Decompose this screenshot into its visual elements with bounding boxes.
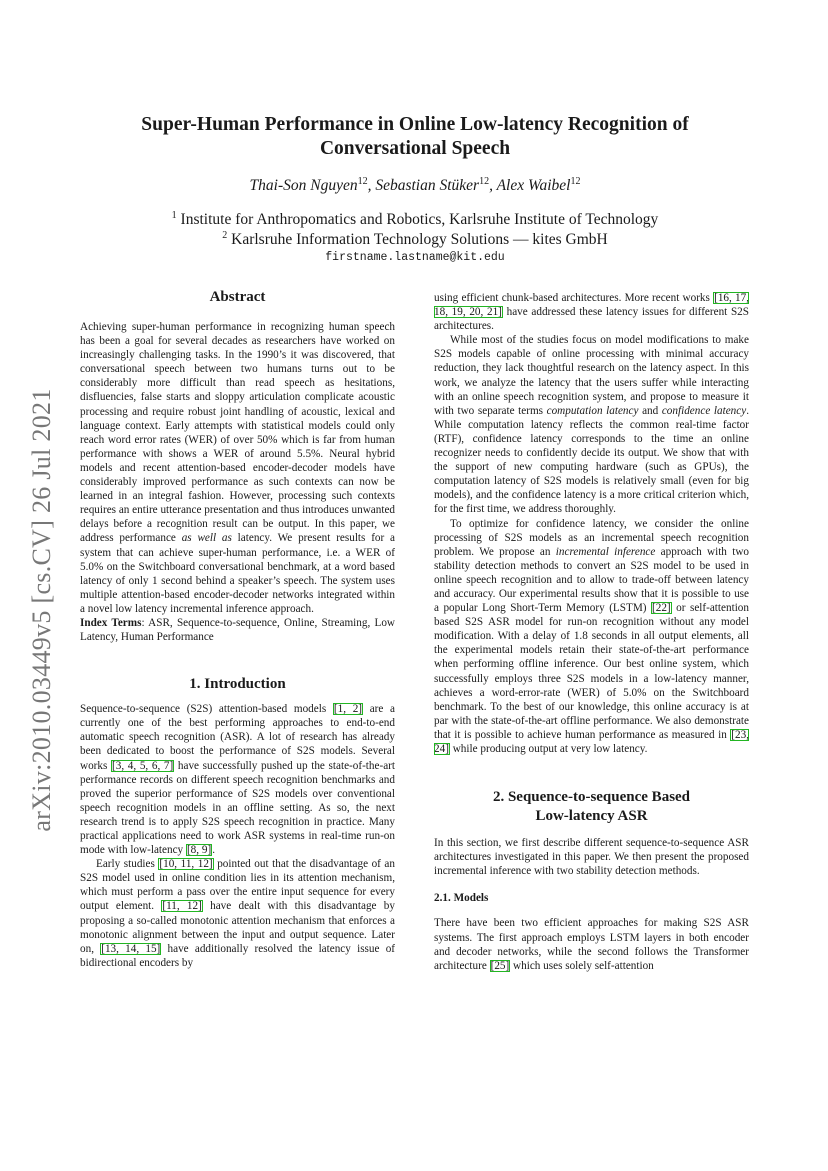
citation-link[interactable]: [25] — [490, 959, 510, 972]
author-2: Sebastian Stüker$^{12}$ — [375, 176, 490, 195]
title-line-2: Conversational Speech — [319, 138, 511, 159]
citation-link[interactable]: [23, 24] — [434, 728, 749, 755]
emphasized-term: confidence latency — [661, 404, 747, 417]
intro-paragraph-2: Early studies [10, 11, 12] pointed out that the disadvantage of an S2S model used in online condition lies in its attention mechanism, which must perform a pass over the entire input sequence for every output element. [11, 12] have dealt with this disadvantage by proposing a so-called monotonic attention mechanism that enforces a monotonic alignment between the input and output sequence. Later on, [13, 14, 15] have additionally resolved the latency issue of bidirectional encoders by — [80, 858, 396, 969]
citation-link[interactable]: [8, 9] — [186, 844, 212, 857]
intro-paragraph-1: Sequence-to-sequence (S2S) attention-based models [1, 2] are a currently one of the best performing approaches to end-to-end automatic speech recognition (ASR). A lot of research has already been dedicated to boost the performance of S2S models. Several works [3, 4, 5, 6, 7] have successfully pushed up the state-of-the-art performance records on different speech recognition benchmarks and proved the superior performance of S2S models over conventional speech recognition models in an offline setting. As so, the next research trend is to apply S2S speech recognition in practice. Many practical applications need to work ASR systems in real-time run-on mode with low-latency [8, 9]. — [80, 703, 395, 857]
author-3: Alex Waibel$^{12}$ — [496, 176, 581, 195]
abstract-text: Achieving super-human performance in recognizing human speech has been a goal for several decades as researchers have worked on increasingly challenging tasks. In the 1990’s it was discovered, that conversational speech between two humans turns out to be considerably more difficult than read speech as hesitations, disfluencies, false starts and sloppy articulation complicate acoustic processing and require robust joint handling of acoustic, lexical and language context. Early attempts with statistical models could only reach word error rates (WER) of over 50% which is far from human performance with shows a WER of around 5.5%. Neural hybrid models and recent attention-based encoder-decoder models have considerably improved performance as such contexts can now be learned in an integral fashion. However, processing such contexts requires an entire utterance presentation and thus introduces unwanted delays before a recognition result can be output. In this paper, we address performance as well as latency. We present results for a system that can achieve super-human performance, i.e. a WER of 5.0% on the Switchboard conversational benchmark, at a word based latency of only 1 second behind a speaker’s speech. The system uses multiple attention-based encoder-decoder networks integrated within a novel low latency incremental inference approach. — [80, 321, 396, 615]
right-paragraph-2: To optimize for confidence latency, we consider the online processing of S2S models as an incremental speech recognition problem. We propose an incremental inference approach with two stability detection methods to convert an S2S model to be used in online speech recognition and to allow to trade-off between latency and accuracy. Our experimental results show that it is possible to use a popular Long Short-Term Memory (LSTM) [22] or self-attention based S2S ASR model for run-on recognition without any model modification. With a delay of 1.8 seconds in all output elements, all the experimental models retain their state-of-the-art performance when performing offline inference. Our best online system, which successfully employs three S2S models in a low-latency manner, achieves a word-error-rate (WER) of 5.0% on the Switchboard benchmark. To the best of our knowledge, this online accuracy is at par with the state-of-the-art offline performance. We also demonstrate that it is possible to achieve human performance as measured in [23, 24] while producing output at very low latency. — [434, 517, 750, 755]
citation-link[interactable]: [11, 12] — [162, 900, 202, 913]
emphasized-term: incremental inference — [555, 545, 656, 558]
right-paragraph-0: using efficient chunk-based architectures. More recent works [16, 17, 18, 19, 20, 21] have addressed these latency issues for different S2S architectures. — [434, 292, 750, 333]
arxiv-identifier — [22, 375, 62, 845]
author-list: Thai-Son Nguyen$^{12}$, Sebastian Stüker$^{12}$, Alex Waibel$^{12}$ — [249, 176, 581, 195]
subsection-2-1-paragraph: There have been two efficient approaches for making S2S ASR systems. The first approach employs LSTM layers in both encoder and decoder networks, while the second follows the Transformer architecture [25] which uses solely self-attention — [434, 917, 749, 972]
right-column — [434, 291, 749, 973]
citation-link[interactable]: [16, 17, 18, 19, 20, 21] — [434, 292, 749, 319]
citation-link[interactable]: [22] — [652, 602, 671, 615]
citation-link[interactable]: [1, 2] — [333, 703, 363, 716]
right-paragraph-1: While most of the studies focus on model modifications to make S2S models capable of online processing with minimal accuracy reduction, they lack thoughtful research on the latency aspect. In this work, we analyze the latency that the users suffer while interacting with an online speech recognition system, and propose to measure it with two separate terms computation latency and confidence latency. While computation latency reflects the common real-time factor (RTF), confidence latency corresponds to the time an online recognizer needs to confidently decide its output. We show that with the support of new computing hardware (such as GPUs), the computation latency of S2S models is relatively small (even for big models), and the confidence latency is a more critical criterion which, for the first time, we address thoroughly. — [434, 334, 749, 516]
index-terms: Index Terms: ASR, Sequence-to-sequence, Online, Streaming, Low Latency, Human Performance — [80, 616, 395, 644]
affiliation-1: $^1$ Institute for Anthropomatics and Robotics, Karlsruhe Institute of Technology — [171, 210, 659, 229]
citation-link[interactable]: [13, 14, 15] — [101, 942, 161, 955]
title-line-1: Super-Human Performance in Online Low-latency Recognition of — [141, 114, 689, 135]
section-2-intro: In this section, we first describe different sequence-to-sequence ASR architectures investigated in this paper. We then present the proposed incremental inference with two stability detection methods. — [434, 837, 749, 878]
citation-link[interactable]: [10, 11, 12] — [159, 858, 213, 871]
citation-link[interactable]: [3, 4, 5, 6, 7] — [112, 759, 174, 772]
left-column — [80, 288, 395, 970]
subsection-2-1-heading: 2.1. Models — [434, 892, 489, 905]
author-1: Thai-Son Nguyen$^{12}$ — [249, 176, 368, 195]
abstract-heading: Abstract — [209, 289, 266, 305]
section-1-heading: 1. Introduction — [189, 676, 286, 693]
author-email[interactable]: firstname.lastname@kit.edu — [325, 251, 505, 264]
arxiv-identifier-text: arXiv:2010.03449v5 [cs.CV] 26 Jul 2021 — [27, 388, 56, 832]
paper-title — [100, 113, 730, 161]
section-2-heading: 2. Sequence-to-sequence Based Low-latency ASR — [492, 789, 691, 825]
emphasized-term: computation latency — [546, 404, 639, 417]
affiliation-2: $^2$ Karlsruhe Information Technology Solutions — kites GmbH — [222, 230, 608, 249]
